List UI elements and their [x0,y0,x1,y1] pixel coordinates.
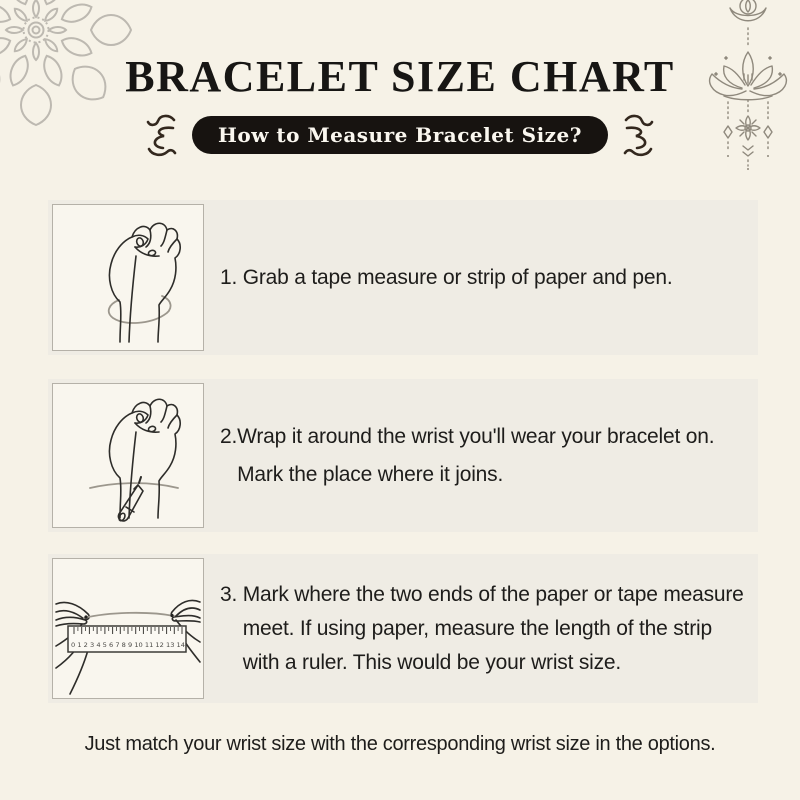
lotus-ornament-icon [698,0,798,172]
step-1-number: 1. [220,265,243,289]
step-1-illustration-panel [52,204,204,351]
step-row-1 [48,200,758,355]
mandala-flower-icon [0,0,150,140]
step-2-number: 2. [220,424,238,448]
step-2-text-body: Wrap it around the wrist you'll wear your bracelet on. Mark the place where it joins. [237,424,715,486]
step-1-text-body: Grab a tape measure or strip of paper and pen. [242,265,673,289]
step-3-text [220,578,752,679]
step-row-3 [48,554,758,703]
step-3-number: 3. [220,583,243,607]
step-1-text [220,259,752,297]
squiggle-flourish-right-icon [620,113,656,157]
ruler-numbers: 0 1 2 3 4 5 6 7 8 9 10 11 12 13 14 [71,641,186,649]
badge: How to Measure Bracelet Size? [192,116,608,154]
step-3-text-body: Mark where the two ends of the paper or tape measure meet. If using paper, measure the length of the strip with a ruler. This would be your wrist size. [242,583,744,674]
fist-with-tape-illustration-icon [54,210,202,346]
step-2-illustration-panel [52,383,204,528]
footer-note: Just match your wrist size with the corresponding wrist size in the options. [84,733,716,756]
step-row-2 [48,379,758,532]
step-3-illustration-panel [52,558,204,699]
steps-list [0,200,800,703]
hands-measuring-strip-with-ruler-illustration-icon [54,562,202,696]
hand-marking-wrist-with-pen-illustration-icon [54,386,202,526]
step-2-text [220,418,752,494]
page-title: BRACELET SIZE CHART [125,52,675,101]
